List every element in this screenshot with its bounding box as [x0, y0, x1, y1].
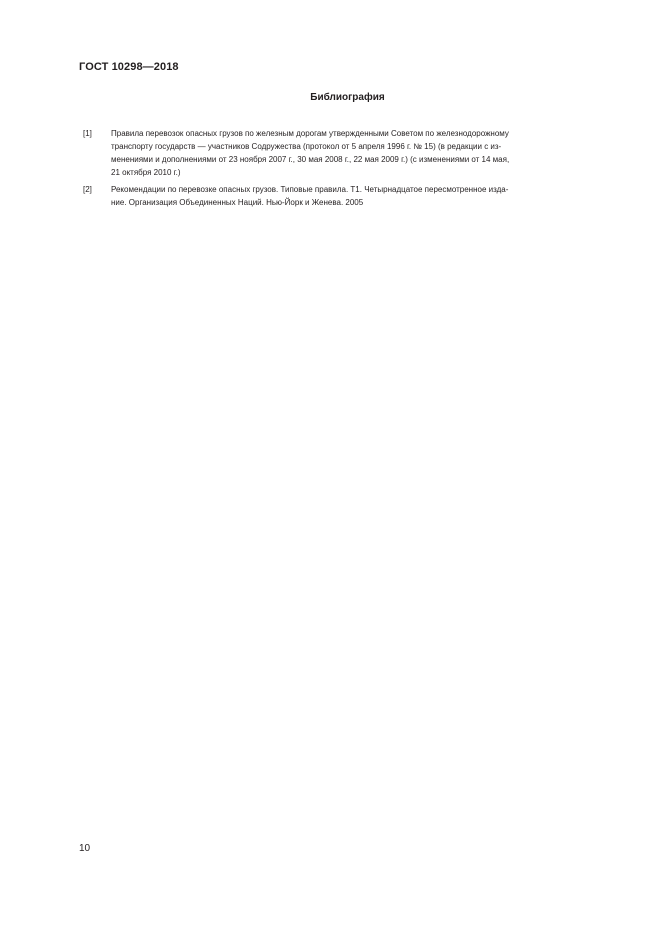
entry-number: [2] [83, 185, 92, 194]
entry-text [111, 127, 583, 179]
entry-text-line: Рекомендации по перевозке опасных грузов. Типовые правила. Т1. Четырнадцатое пересмотренное изда- [111, 185, 509, 194]
entry-text-line: менениями и дополнениями от 23 ноября 2007 г., 30 мая 2008 г., 22 мая 2009 г.) (с изменениями от 14 мая, [111, 155, 510, 164]
entry-text-line: 21 октября 2010 г.) [111, 168, 181, 177]
document-header: ГОСТ 10298—2018 [79, 61, 179, 73]
bibliography-entry [83, 183, 583, 209]
entry-text-line: транспорту государств — участников Содружества (протокол от 5 апреля 1996 г. № 15) (в редакции с из- [111, 142, 502, 151]
section-title: Библиография [310, 92, 385, 103]
entry-text-line: Правила перевозок опасных грузов по железным дорогам утвержденными Советом по железнодорожному [111, 129, 509, 138]
bibliography-list [83, 127, 583, 213]
entry-text-line: ние. Организация Объединенных Наций. Нью-Йорк и Женева. 2005 [111, 198, 364, 207]
entry-number: [1] [83, 129, 92, 138]
page-number: 10 [79, 843, 91, 854]
bibliography-entry [83, 127, 583, 179]
entry-text [111, 183, 583, 209]
